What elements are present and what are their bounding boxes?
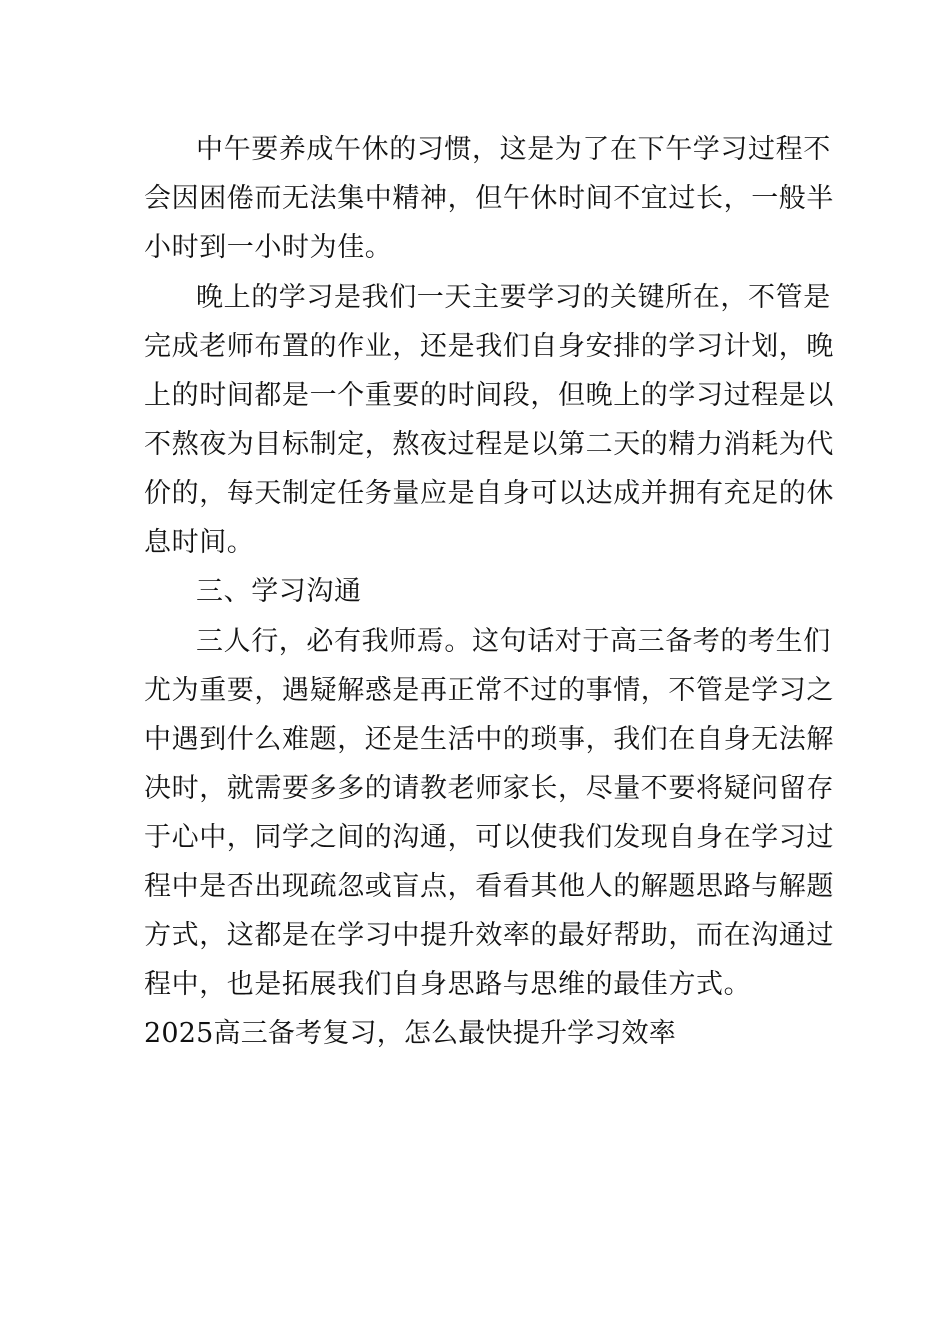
section-heading: 三、学习沟通 [196, 576, 362, 607]
paragraph-line: 于心中，同学之间的沟通，可以使我们发现自身在学习过 [144, 822, 834, 853]
paragraph-line: 会因困倦而无法集中精神，但午休时间不宜过长，一般半 [144, 183, 834, 214]
paragraph-line: 尤为重要，遇疑解惑是再正常不过的事情，不管是学习之 [144, 675, 834, 706]
paragraph-line: 中遇到什么难题，还是生活中的琐事，我们在自身无法解 [144, 724, 834, 755]
paragraph-line: 方式，这都是在学习中提升效率的最好帮助，而在沟通过 [144, 920, 834, 951]
paragraph-line: 完成老师布置的作业，还是我们自身安排的学习计划，晚 [144, 331, 834, 362]
paragraph-line: 上的时间都是一个重要的时间段，但晚上的学习过程是以 [144, 380, 834, 411]
paragraph-line: 价的，每天制定任务量应是自身可以达成并拥有充足的休 [144, 478, 834, 509]
paragraph-line: 中午要养成午休的习惯，这是为了在下午学习过程不 [196, 134, 831, 165]
paragraph-line: 三人行，必有我师焉。这句话对于高三备考的考生们 [196, 626, 831, 657]
paragraph-line: 程中是否出现疏忽或盲点，看看其他人的解题思路与解题 [144, 871, 834, 902]
paragraph-line: 不熬夜为目标制定，熬夜过程是以第二天的精力消耗为代 [144, 429, 834, 460]
document-footer-title: 2025高三备考复习，怎么最快提升学习效率 [144, 1018, 676, 1049]
paragraph-line: 息时间。 [144, 527, 255, 558]
paragraph-line: 小时到一小时为佳。 [144, 232, 393, 263]
paragraph-line: 程中，也是拓展我们自身思路与思维的最佳方式。 [144, 969, 752, 1000]
paragraph-line: 决时，就需要多多的请教老师家长，尽量不要将疑问留存 [144, 773, 834, 804]
paragraph-line: 晚上的学习是我们一天主要学习的关键所在，不管是 [196, 282, 831, 313]
